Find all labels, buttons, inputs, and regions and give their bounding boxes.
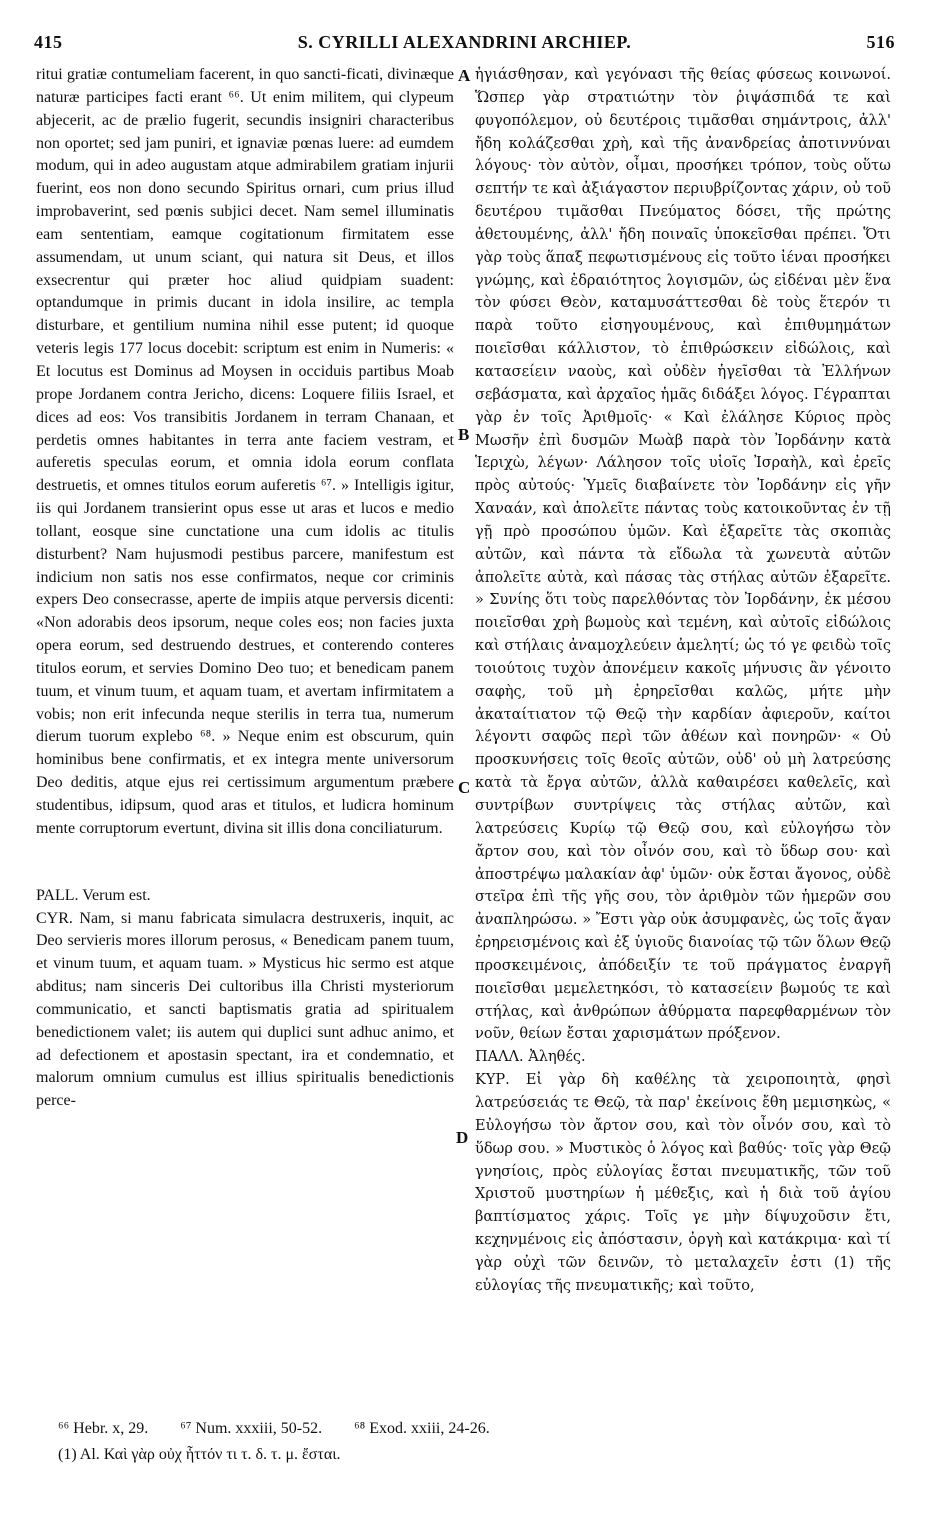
margin-letter-a: A <box>458 66 471 85</box>
greek-paragraph-pall: ΠΑΛΛ. Ἀληθές. <box>475 1049 586 1066</box>
greek-paragraph-1: ἡγιάσθησαν, καὶ γεγόνασι τῆς θείας φύσεως κοινωνοί. Ὥσπερ γὰρ στρατιώτην τὸν ῥιψάσπιδά τε καὶ φυγοπόλεμον, οὐ δευτέροις τιμᾶσθαι σημάντροις, ἀλλ' ἤδη κολάζεσθαι χρὴ, καὶ τῆς ἀνανδρείας ἀποτιννύναι λόγους· τὸν αὐτὸν, οἶμαι, προσήκει τρόπον, τοὺς οὕτω σεπτήν τε καὶ ἀξιάγαστον περιυβρίζοντας χάριν, οὐ τοῦ δευτέρου τιμᾶσθαι Πνεύματος δόσει, τῆς πρώτης ἀθετουμένης, ἀλλ' ἤδη ποιναῖς ὑποκεῖσθαι πρέπει. Ὅτι γὰρ τοὺς ἅπαξ πεφωτισμένους εἰς τοῦτο ἰέναι προσήκει γνώμης, καὶ ἑδραιότητος λογισμῶν, ὡς εἰδέναι μὲν ἕνα τὸν φύσει Θεὸν, καταμυσάττεσθαι δὲ τοὺς ἕτερόν τι παρὰ τοῦτο εἰσηγουμένους, καὶ ἐπιθυμημάτων ποιεῖσθαι κάλλιστον, τὸ ἐπιθρώσκειν εἰδώλοις, καὶ κατασείειν ναοὺς, καὶ οὐδὲν ἡγεῖσθαι τὰ Ἑλλήνων σεβάσματα, καὶ ἀρχαῖος ἡμᾶς διδάξει λόγος. Γέγραπται γὰρ ἐν τοῖς Ἀριθμοῖς· « Καὶ ἐλάλησε Κύριος πρὸς Μωσῆν ἐπὶ δυσμῶν Μωὰβ παρὰ τὸν Ἰορδάνην κατὰ Ἱεριχὼ, λέγων· Λάλησον τοῖς υἱοῖς Ἰσραὴλ, καὶ ἐρεῖς πρὸς αὐτούς· Ὑμεῖς διαβαίνετε τὸν Ἰορδάνην εἰς γῆν Χαναάν, καὶ ἀπολεῖτε πάντας τοὺς κατοικοῦντας ἐν τῇ γῇ πρὸ προσώπου ὑμῶν. Καὶ ἐξαρεῖτε τὰς σκοπιὰς αὐτῶν, καὶ πάντα τὰ εἴδωλα τὰ χωνευτὰ αὐτῶν ἀπολεῖτε αὐτὰ, καὶ πάσας τὰς στήλας αὐτῶν ἐξαρεῖτε. » Συνίης ὅτι τοὺς παρελθόντας τὸν Ἰορδάνην, ἐκ μέσου ποιεῖσθαι χρὴ βωμοὺς καὶ τεμένη, καὶ αὐτοῖς εἰδώλοις καὶ στήλαις ἀναμοχλεύειν ἀμελητί; ὡς τό γε φειδὼ τοῖς τοιούτοις τυχὸν ἀπονέμειν κακοῖς μήνυσις ἂν γένοιτο σαφὴς, τοῦ μὴ ἐρηρεῖσθαι καλῶς, μήτε μὴν ἀκαταίτιατον τῷ Θεῷ τὴν καρδίαν ἀφιεροῦν, καίτοι λέγοντι σαφῶς περὶ τῶν ἀθέων καὶ πονηρῶν· « Οὐ προσκυνήσεις τοῖς θεοῖς αὐτῶν, οὐδ' οὐ μὴ λατρεύσης κατὰ τὰ ἔργα αὐτῶν, ἀλλὰ καθαιρέσει καθελεῖς, καὶ συντρίβων συντρίψεις τὰς στήλας αὐτῶν, καὶ λατρεύσεις Κυρίῳ τῷ Θεῷ σου, καὶ εὐλογήσω τὸν ἄρτον σου, καὶ τὸν οἶνόν σου, καὶ τὸ ὕδωρ σου· καὶ ἀποστρέψω μαλακίαν ἀφ' ὑμῶν· οὐκ ἔσται ἄγονος, οὐδὲ στεῖρα ἐπὶ τῆς γῆς σου, τὸν ἀριθμὸν τῶν ἡμερῶν σου ἀναπληρώσω. » Ἔστι γὰρ οὐκ ἀσυμφανὲς, ὡς τοῖς ἄγαν ἐρηρεισμένοις καὶ ἐξ ὑγιοῦς διανοίας τῷ τῶν ὅλων Θεῷ προσκειμένοις, ἀπόδειξίν τε τοῦ πράγματος ἐναργῆ ποιεῖσθαι μεμελετηκόσι, τὸ κατασείειν βωμούς τε καὶ στήλας, καὶ ἀνθρώπων ἀθύρματα παρεφθαρμένων τὸν νοῦν, θείων ἔσται χαρισμάτων πρόξενον. <box>475 67 891 1043</box>
latin-column <box>36 64 454 1113</box>
margin-letter-d: D <box>456 1128 469 1147</box>
page-number-left: 415 <box>34 32 63 52</box>
footnote-68: ⁶⁸ Exod. xxiii, 24-26. <box>354 1420 490 1437</box>
footnote-66: ⁶⁶ Hebr. x, 29. <box>58 1420 149 1437</box>
greek-column <box>475 64 891 1298</box>
latin-paragraph-pall: PALL. Verum est. <box>36 886 151 904</box>
footnote-67: ⁶⁷ Num. xxxiii, 50-52. <box>180 1420 323 1437</box>
margin-letter-b: B <box>458 425 470 444</box>
footnote-variant-reading: (1) Al. Καὶ γὰρ οὐχ ἧττόν τι τ. δ. τ. μ. ἔσται. <box>58 1446 341 1463</box>
greek-paragraph-kyr: ΚΥΡ. Εἰ γὰρ δὴ καθέλης τὰ χειροποιητὰ, φησὶ λατρεύσειάς τε Θεῷ, τὰ παρ' ἐκείνοις ἔθη μεμισηκὼς, « Εὐλογήσω τὸν ἄρτον σου, καὶ τὸν οἶνόν σου, καὶ τὸ ὕδωρ σου. » Μυστικὸς ὁ λόγος καὶ βαθύς· τοῖς γὰρ Θεῷ γνησίοις, πρὸς εὐλογίας ἔσται πνευματικῆς, τῶν τοῦ Χριστοῦ μυστηρίων ἡ μέθεξις, καὶ ἡ διὰ τοῦ ἁγίου βαπτίσματος χάρις. Τοῖς γε μὴν δίψυχοῦσιν ἔτι, κεχηνμένοις εἰς ἀπόστασιν, ὀργὴ καὶ κατάκριμα· καὶ τί γὰρ οὐχὶ τῶν δεινῶν, τὸ μεταλαχεῖν ἐστι (1) τῆς εὐλογίας τῆς πνευματικῆς; καὶ τοῦτο, <box>475 1072 891 1294</box>
margin-letter-c: C <box>458 778 471 797</box>
latin-paragraph-1: ritui gratiæ contumeliam facerent, in quo sancti-ficati, divinæque naturæ participes facti erant ⁶⁶. Ut enim militem, qui clypeum abjecerit, ac de prælio fugerit, secundis insigniri characteribus non oportet; sed jam puniri, et ignaviæ pœnas luere: ad eumdem modum, qui in adeo augustam atque admirabilem gratiam injurii fuerint, eos non dono secundo Spiritus ornari, cum prius illud improbaverint, sed pœnis subjici decet. Nam semel illuminatis eam sententiam, eamque cogitationum firmitatem esse assumendam, ut unum sciant, qui natura sit Deus, et illos exsecrentur qui præter hoc aliud quidpiam suadent: optandumque in primis ducant in idola insilire, ac templa disturbare, et gentilium numina nihil esse putent; id quoque veteris legis 177 locus docebit: scriptum est enim in Numeris: « Et locutus est Dominus ad Moysen in occiduis partibus Moab prope Jordanem contra Jericho, dicens: Loquere filiis Israel, et dices ad eos: Vos transibitis Jordanem in terram Chanaan, et perdetis omnes habitantes in terra ante faciem vestram, et auferetis speculas eorum, et omnia idola eorum conflata destruetis, et omnes titulos eorum auferetis ⁶⁷. » Intelligis igitur, iis qui Jordanem transierint opus esse ut aras et lucos e medio tollant, eosque sine cunctatione una cum idolis ac titulis disturbent? Nam hujusmodi pestibus parcere, manifestum est indicium non satis nos esse confirmatos, neque cor criminis expers Deo consecrasse, aperte de impiis atque perversis dicenti: «Non adorabis deos ipsorum, neque coles eos; non facies juxta opera eorum, sed destruendo destrues, et conterendo conteres titulos eorum, et servies Domino Deo tuo; et benedicam panem tuum, et vinum tuum, et aquam tuam, et avertam infirmitatem a vobis; non erit infecunda neque sterilis in terra tua, numerum dierum tuorum explebo ⁶⁸. » Neque enim est obscurum, quin hominibus bene confirmatis, et ex integra mente universorum Deo deditis, atque ejus rei certissimum argumentum præbere studentibus, idipsum, quod aras et titulos, et ludicra hominum mente corruptorum evertunt, divina sit illis dona conciliaturum. <box>36 66 454 837</box>
page-number-right: 516 <box>866 32 895 52</box>
footnotes <box>58 1416 758 1468</box>
footnote-scripture-refs <box>58 1416 758 1442</box>
latin-paragraph-cyr: CYR. Nam, si manu fabricata simulacra destruxeris, inquit, ac Deo servieris mores illorum perosus, « Benedicam panem tuum, et vinum tuum, et aquam tuam. » Mysticus hic sermo est atque abditus; nam sinceris Dei cultoribus illa Christi mysteriorum communicatio, et sancti baptismatis gratia ad spiritualem benedictionem valet; iis autem qui duplici sunt adhuc animo, et ad defectionem et apostasin spectant, ira et condemnatio, et malorum omnium cumulus est illius spiritualis benedictionis perce- <box>36 909 454 1110</box>
running-title: S. CYRILLI ALEXANDRINI ARCHIEP. <box>297 32 632 52</box>
page-header <box>34 26 895 58</box>
